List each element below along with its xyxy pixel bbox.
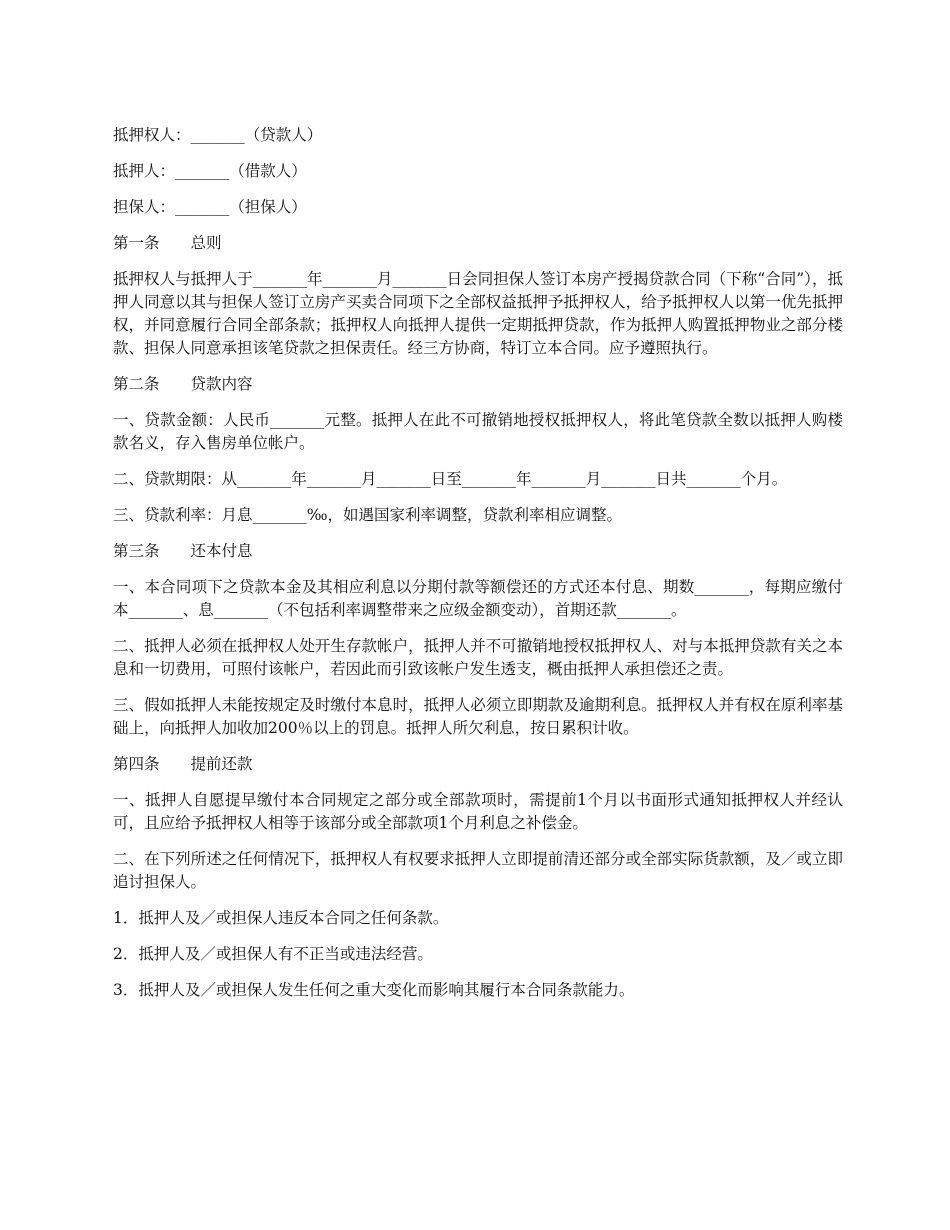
guarantor-line: 担保人：_______（担保人） xyxy=(113,198,307,216)
article-title: 贷款内容 xyxy=(190,375,253,393)
article-4-heading xyxy=(113,753,843,776)
prepayment-paragraph-2: 二、在下列所述之任何情况下，抵押权人有权要求抵押人立即提前清还部分或全部实际货款额，及／或立即追讨担保人。 xyxy=(113,850,843,891)
loan-amount-paragraph: 一、贷款金额：人民币_______元整。抵押人在此不可撤销地授权抵押权人，将此笔贷款全数以抵押人购楼款名义，存入售房单位帐户。 xyxy=(113,411,843,452)
contract-body xyxy=(113,124,843,1015)
loan-rate-paragraph: 三、贷款利率：月息_______‰，如遇国家利率调整，贷款利率相应调整。 xyxy=(113,506,623,524)
article-2-heading xyxy=(113,373,843,396)
repayment-paragraph-3: 三、假如抵押人未能按规定及时缴付本息时，抵押人必须立即期款及逾期利息。抵押权人并有权在原利率基础上，向抵押人加收加200％以上的罚息。抵押人所欠利息，按日累积计收。 xyxy=(113,696,843,737)
article-number: 第一条 xyxy=(113,234,160,252)
condition-item-1: 1．抵押人及／或担保人违反本合同之任何条款。 xyxy=(113,909,449,927)
repayment-paragraph-1: 一、本合同项下之贷款本金及其相应利息以分期付款等额偿还的方式还本付息、期数_______，每期应缴付本_______、息_______（不包括利率调整带来之应级金额变动），首期还款_______。 xyxy=(113,578,843,619)
prepayment-paragraph-1: 一、抵押人自愿提早缴付本合同规定之部分或全部款项时，需提前1个月以书面形式通知抵押权人并经认可，且应给予抵押权人相等于该部分或全部款项1个月利息之补偿金。 xyxy=(113,791,843,832)
article-1-paragraph: 抵押权人与抵押人于_______年_______月_______日会同担保人签订本房产授揭贷款合同（下称“合同”），抵押人同意以其与担保人签订立房产买卖合同项下之全部权益抵押予抵押权人，给予抵押权人以第一优先抵押权，并同意履行合同全部条款；抵押权人向抵押人提供一定期抵押贷款，作为抵押人购置抵押物业之部分楼款、担保人同意承担该笔贷款之担保责任。经三方协商，特订立本合同。应予遵照执行。 xyxy=(113,270,843,357)
repayment-paragraph-2: 二、抵押人必须在抵押权人处开生存款帐户，抵押人并不可撤销地授权抵押权人、对与本抵押贷款有关之本息和一切费用，可照付该帐户，若因此而引致该帐户发生透支，概由抵押人承担偿还之责。 xyxy=(113,637,843,678)
article-number: 第二条 xyxy=(113,375,160,393)
mortgagee-line: 抵押权人：_______（贷款人） xyxy=(113,126,323,144)
article-title: 还本付息 xyxy=(190,542,253,560)
mortgagor-line: 抵押人：_______（借款人） xyxy=(113,162,307,180)
article-3-heading xyxy=(113,540,843,563)
article-1-heading xyxy=(113,232,843,255)
loan-term-paragraph: 二、贷款期限：从_______年_______月_______日至_______年_______月_______日共_______个月。 xyxy=(113,470,788,488)
condition-item-3: 3．抵押人及／或担保人发生任何之重大变化而影响其履行本合同条款能力。 xyxy=(113,981,635,999)
article-title: 提前还款 xyxy=(190,755,253,773)
article-number: 第三条 xyxy=(113,542,160,560)
article-number: 第四条 xyxy=(113,755,160,773)
condition-item-2: 2．抵押人及／或担保人有不正当或违法经营。 xyxy=(113,945,433,963)
article-title: 总则 xyxy=(190,234,222,252)
